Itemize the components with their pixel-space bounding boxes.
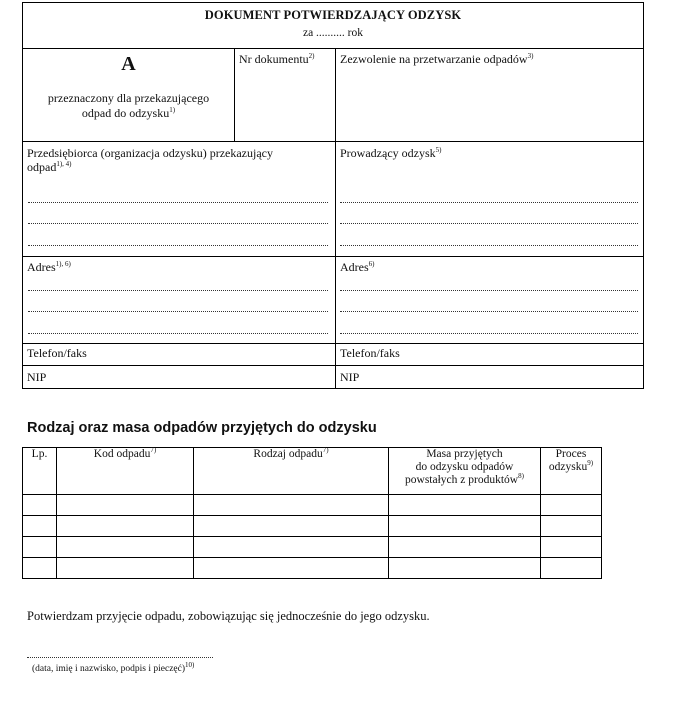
nip-right-label: NIP: [340, 370, 360, 384]
copy-recipient-line2: odpad do odzysku$^{1)}$: [81, 106, 176, 120]
col-mass: Masa przyjętych do odzysku odpadów powstałych z produktów$^{8)}$: [389, 448, 541, 495]
transferor-label-line2: odpad$^{1), 4)}$: [27, 160, 72, 174]
cell-type[interactable]: [194, 516, 389, 537]
address-left-label: Adres$^{1), 6)}$: [27, 260, 71, 274]
table-row: [23, 516, 602, 537]
cell-lp[interactable]: [23, 516, 57, 537]
cell-lp[interactable]: [23, 558, 57, 579]
col-recovery-process: Proces odzysku$^{9)}$: [541, 448, 602, 495]
cell-process[interactable]: [541, 537, 602, 558]
address-right-label: Adres$^{6)}$: [340, 260, 375, 274]
cell-process[interactable]: [541, 516, 602, 537]
cell-type[interactable]: [194, 558, 389, 579]
cell-process[interactable]: [541, 495, 602, 516]
confirmation-text: Potwierdzam przyjęcie odpadu, zobowiązując się jednocześnie do jego odzysku.: [27, 609, 430, 623]
signature-caption: (data, imię i nazwisko, podpis i pieczęć)$^{10)}$: [32, 660, 195, 674]
document-title: DOKUMENT POTWIERDZAJĄCY ODZYSK: [204, 8, 462, 22]
document-year: za .......... rok: [302, 27, 364, 39]
cell-type[interactable]: [194, 495, 389, 516]
table-row: [23, 558, 602, 579]
section-heading: Rodzaj oraz masa odpadów przyjętych do odzysku: [27, 420, 377, 436]
nip-left-label: NIP: [27, 370, 47, 384]
cell-mass[interactable]: [389, 558, 541, 579]
cell-lp[interactable]: [23, 537, 57, 558]
phone-fax-right-label: Telefon/faks: [340, 346, 400, 360]
col-lp: Lp.: [23, 448, 57, 495]
table-row: [23, 537, 602, 558]
cell-type[interactable]: [194, 537, 389, 558]
signature-line[interactable]: [27, 657, 213, 658]
copy-letter: A: [121, 53, 136, 75]
document-number-label: Nr dokumentu$^{2)}$: [239, 52, 315, 66]
col-waste-type: Rodzaj odpadu$^{7)}$: [194, 448, 389, 495]
cell-process[interactable]: [541, 558, 602, 579]
cell-lp[interactable]: [23, 495, 57, 516]
recovery-form: [22, 2, 644, 389]
cell-code[interactable]: [57, 537, 194, 558]
processing-permit-label: Zezwolenie na przetwarzanie odpadów$^{3)}$: [340, 52, 534, 66]
table-row: [23, 495, 602, 516]
cell-mass[interactable]: [389, 516, 541, 537]
cell-mass[interactable]: [389, 537, 541, 558]
cell-code[interactable]: [57, 558, 194, 579]
copy-recipient-line1: przeznaczony dla przekazującego: [47, 91, 210, 105]
cell-code[interactable]: [57, 516, 194, 537]
waste-table: [22, 447, 602, 579]
table-header-row: [23, 448, 602, 495]
transferor-label-line1: Przedsiębiorca (organizacja odzysku) przekazujący: [27, 146, 273, 160]
cell-code[interactable]: [57, 495, 194, 516]
col-waste-code: Kod odpadu$^{7)}$: [57, 448, 194, 495]
recovery-operator-label: Prowadzący odzysk$^{5)}$: [340, 146, 442, 160]
phone-fax-left-label: Telefon/faks: [27, 346, 87, 360]
cell-mass[interactable]: [389, 495, 541, 516]
